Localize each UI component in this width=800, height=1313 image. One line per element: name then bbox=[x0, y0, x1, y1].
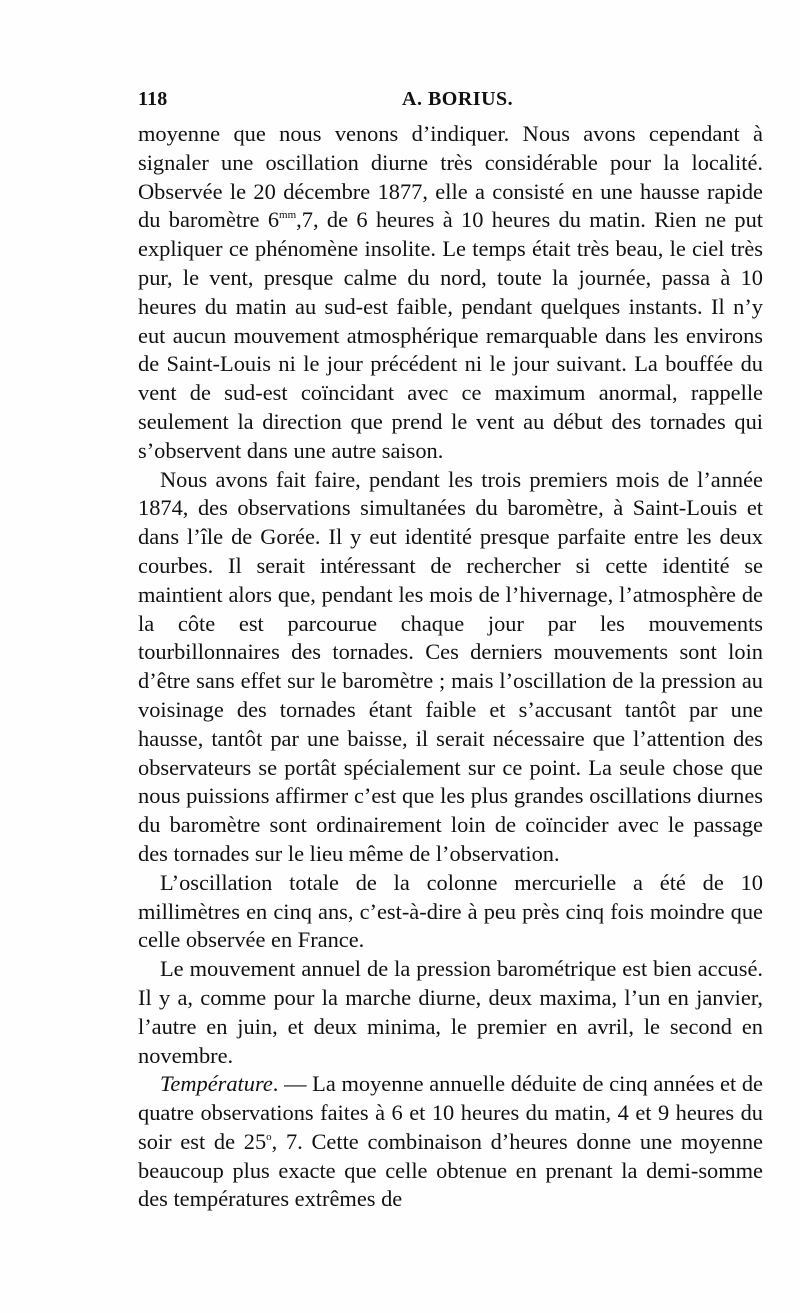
paragraph-simultaneous-observations: Nous avons fait faire, pendant les trois premiers mois de l’année 1874, des observations simultanées du baromètre, à Saint-Louis et dans l’île de Gorée. Il y eut identité presque parfaite entre les deux courbes. Il serait intéressant de rechercher si cette identité se maintient alors que, pendant les mois de l’hivernage, l’atmosphère de la côte est parcourue chaque jour par les mouvements tourbillonnaires des tornades. Ces derniers mouvements sont loin d’être sans effet sur le baromètre ; mais l’oscillation de la pression au voisinage des tornades étant faible et s’accusant tantôt par une hausse, tantôt par une baisse, il serait nécessaire que l’attention des observateurs se portât spécialement sur ce point. La seule chose que nous puissions affirmer c’est que les plus grandes oscillations diurnes du baromètre sont ordinairement loin de coïncider avec le passage des tornades sur le lieu même de l’observation. bbox=[138, 466, 763, 866]
unit-superscript: mm bbox=[279, 209, 297, 222]
paragraph-temperature bbox=[138, 1070, 763, 1214]
section-lead: Température bbox=[160, 1071, 273, 1097]
paragraph-barometric-oscillation bbox=[138, 120, 763, 466]
running-head: A. BORIUS. bbox=[402, 88, 514, 110]
degree-superscript: o bbox=[266, 1130, 272, 1143]
paragraph-annual-movement: Le mouvement annuel de la pression barométrique est bien accusé. Il y a, comme pour la marche diurne, deux maxima, l’un en janvier, l’autre en juin, et deux minima, le premier en avril, le second en novembre. bbox=[138, 956, 763, 1068]
page-number: 118 bbox=[138, 88, 168, 110]
paragraph-text: ,7, de 6 heures à 10 heures du matin. Rien ne put expliquer ce phénomène insolite. Le temps était très beau, le ciel très pur, le vent, presque calme du nord, toute la journée, passa à 10 heures du matin au sud-est faible, pendant quelques instants. Il n’y eut aucun mouvement atmosphérique remarquable dans les environs de Saint-Louis ni le jour précédent ni le jour suivant. La bouffée du vent de sud-est coïncidant avec ce maximum anormal, rappelle seulement la direction que prend le vent au début des tornades qui s’observent dans une autre saison. bbox=[138, 207, 763, 463]
paragraph-text: moyenne que nous venons d’indiquer. Nous avons cependant à signaler une oscillation diurne très considérable pour la localité. Observée le 20 décembre 1877, elle a consisté en une hausse rapide du baromètre 6 bbox=[138, 121, 763, 233]
paragraph-total-oscillation: L’oscillation totale de la colonne mercurielle a été de 10 millimètres en cinq ans, c’est-à-dire à peu près cinq fois moindre que celle observée en France. bbox=[138, 869, 763, 953]
paragraph-text: , 7. Cette combinaison d’heures donne une moyenne beaucoup plus exacte que celle obtenue en prenant la demi-somme des températures extrêmes de bbox=[138, 1128, 763, 1212]
body-text bbox=[138, 120, 763, 1214]
paragraph-text: . — La moyenne annuelle déduite de cinq années et de quatre observations faites à 6 et 10 heures du matin, 4 et 9 heures du soir est de 25 bbox=[138, 1071, 763, 1154]
page-header bbox=[138, 88, 763, 114]
